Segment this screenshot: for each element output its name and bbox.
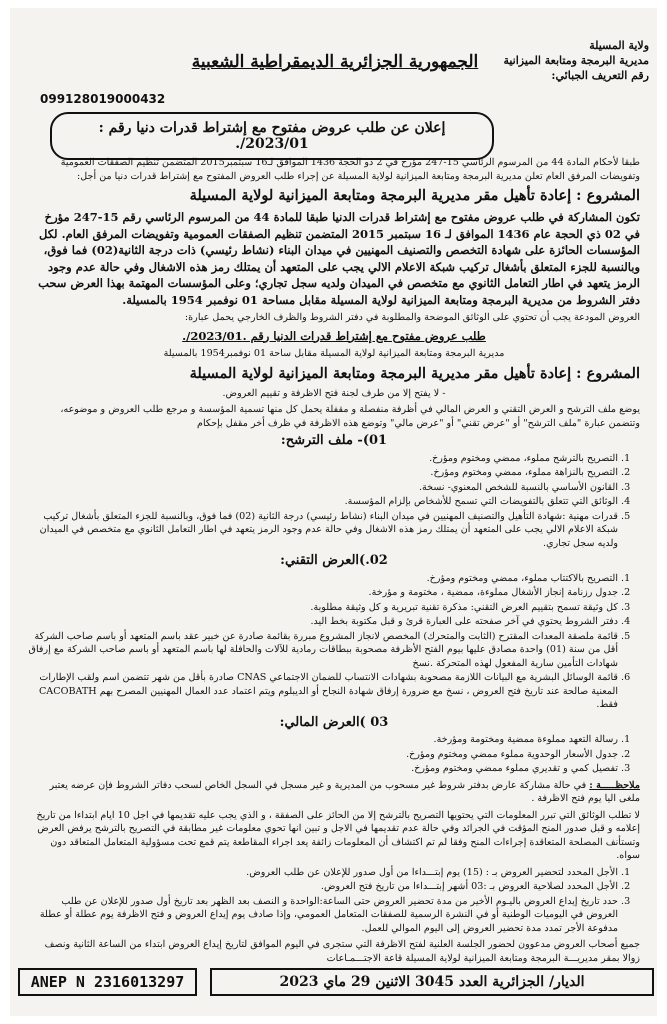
list-item: 1. التصريح بالترشح مملوء، ممضي ومختوم ومؤرخ. (28, 452, 618, 466)
envelope-note-1: - لا يفتح إلا من طرف لجنة فتح الاظرفة و تقييم العروض. (222, 387, 446, 399)
newspaper-clipping (10, 8, 657, 1016)
directorate-label: مديرية البرمجة ومتابعة الميزانية (503, 54, 649, 67)
conditions-intro: لا تطلب الوثائق التي تبرر المعلومات التي يحتويها التصريح بالترشح إلا من الحائز على الصفقة ، و الذي يجب عليه تقديمها في اجل 10 ايام ابتداءا من تاريخ إعلامه و قبل صدور المنح المؤقت في الجرائد وفي حالة عدم تقديمها في الاجل و تبين انها تحوي معلومات غير مطابقة في التصريح بالترشح يرفض العرض وتستأنف المصلحة المتعاقدة إجراءات المنح وفقا لم تم اكتشاف أن المعلومات زائفة يعد اجراء المقاطعة يتم قمع تحت مسؤولية المتعامل المتعاقد دون سواه. (36, 809, 640, 861)
legal-note: طبقا لأحكام المادة 44 من المرسوم الرئاسي 15-247 مؤرخ في 2 ذو الحجة 1436 الموافق لـ16 سبتمبر2015 المتضمن تنظيم الصفقات العمومية وتفويضات المرفق العام تعلن مديرية البرمجة ومتابعة الميزانية لولاية المسيلة عن إجراء طلب العروض المفتوح مع إشتراط قدرات دنيا من أجل: (60, 157, 640, 182)
list-item: 2. جدول الأسعار الوحدوية مملوء ممضي ومختوم ومؤرخ. (28, 748, 618, 762)
final-text: جميع أصحاب العروض مدعوون لحضور الجلسة العلنية لفتح الاظرفة التي ستجرى في اليوم الموافق لتاريخ إيداع العروض ابتداء من الساعة الثانية ونصف زوالا بمقر مديريـــة البرمجة ومتابعة الميزانية لولاية المسيلة قاعة الاجتـــمـاعات (44, 939, 640, 964)
anep-code: ANEP N 2316013297 (18, 968, 197, 996)
remark (28, 779, 640, 806)
list-item: 2. الأجل المحدد لصلاحية العروض بـ :03 أشهر إبتـــداءا من تاريخ فتح العروض. (28, 880, 618, 894)
envelope-address: مديرية البرمجة ومتابعة الميزانية لولاية المسيلة مقابل ساحة 01 نوفمبر1954 بالمسيلة (163, 348, 505, 359)
tax-id-value: 099128019000432 (40, 92, 166, 106)
republic-title: الجمهورية الجزائرية الديمقراطية الشعبية (191, 52, 479, 72)
technical-list (28, 572, 640, 712)
intro-text: تكون المشاركة في طلب عروض مفتوح مع إشتراط قدرات الدنيا طبقا للمادة 44 من المرسوم الرئاسي رقم 15-247 مؤرخ في 02 ذي الحجة عام 1436 الموافق لـ 16 سبتمبر 2015 المتضمن تنظيم الصفقات العمومية وتفويضات المرفق العام. لكل المؤسسات الحائزة على شهادة التخصص والتصنيف المهنيين في ميدان البناء (نشاط رئيسي) ذات درجة الثانية(02) فما فوق، وبالنسبة للجزء المتعلق بأشغال تركيب شبكة الاعلام الالي يجب على المتعهد أن يمتلك رمز هذه الاشغال وفي حالة عدم وجود الرمز يتعهد في اطار التعامل الثانوي مع متخصص في الميدان ولديه سجل تجاري؛ وعلى المؤسسات المهتمة بهذا العرض سحب دفتر الشروط من مديرية البرمجة ومتابعة الميزانية لولاية المسيلة مقابل مساحة 01 نوفمبر 1954 بالمسيلة. (38, 210, 640, 307)
deadlines-list (28, 866, 640, 936)
list-item: 4. دفتر الشروط يحتوي في آخر صفحته على العبارة قرئ و قبل مكتوبة بخط اليد. (28, 615, 618, 629)
technical-title: 02.)العرض التقني: (280, 553, 388, 568)
project-heading-1: المشروع : إعادة تأهيل مقر مديرية البرمجة ومتابعة الميزانية لولاية المسيلة (189, 187, 640, 204)
remark-label: ملاحظـــــة : (589, 779, 640, 791)
list-item: 3. تفصيل كمي و تقديري مملوء ممضي ومختوم ومؤرخ. (28, 762, 618, 776)
list-item: 3. القانون الأساسي بالنسبة للشخص المعنوي- نسخة. (28, 481, 618, 495)
financial-list (28, 733, 640, 776)
list-item: 2. جدول رزنامة إنجاز الأشغال مملوءة، ممضية ، مختومة و مؤرخة. (28, 586, 618, 600)
candidacy-title: 01)- ملف الترشح: (280, 433, 388, 448)
envelope-title: طلب عروض مفتوح مع إشتراط قدرات الدنيا رقم .2023/01/. (182, 328, 486, 343)
tax-id-label: رقم التعريف الجبائي: (551, 69, 649, 82)
project-heading-2: المشروع : إعادة تأهيل مقر مديرية البرمجة ومتابعة الميزانية لولاية المسيلة (189, 364, 640, 382)
newspaper-info: الديار/ الجزائرية العدد 3045 الاثنين 29 ماي 2023 (210, 968, 654, 996)
financial-title: 03 )العرض المالي: (279, 714, 389, 730)
list-item: 1. الأجل المحدد لتحضير العروض بـ : (15) يوم إبتـــداءا من أول صدور للإعلان عن طلب العروض. (28, 866, 618, 880)
wilaya-label: ولاية المسيلة (589, 39, 649, 52)
list-item: 4. الوثائق التي تتعلق بالتفويضات التي تسمح للأشخاص بإلزام المؤسسة. (28, 495, 618, 509)
notice-body (28, 156, 640, 968)
envelope-intro: العروض المودعة يجب أن تحتوي على الوثائق الموضحة والمطلوبة في دفتر الشروط والظرف الخارجي يحمل عبارة: (184, 312, 640, 323)
remark-text: في حالة مشاركة عارض بدفتر شروط غير مسحوب من المديرية و غير مسجل في السجل الخاص لسحب دفاتر الشروط فإن عرضه يعتبر ملغى اليا يوم فتح الاظرفة . (49, 779, 640, 804)
footer (10, 966, 657, 1016)
list-item: 3. حدد تاريخ إيداع العروض باليـوم الأخير من مدة تحضير العروض حتى الساعة:الواحدة و النصف بعد الظهر بعد تاريخ أول صدور للإعلان عن طلب العروض في اليوميات الوطنية أو في النشرة الرسمية للصفقات المتعامل العمومي، وإذا صادف يوم إيداع العروض و فتح الاظرفة يوم عطلة أو عطلة مدفوعة الأجر تمدد مدة تحضير العروض إلى اليوم الموالي للعمل. (28, 895, 618, 936)
list-item: 1. رسالة التعهد مملوءة ممضية ومختومة ومؤرخة. (28, 733, 618, 747)
candidacy-list (28, 452, 640, 551)
list-item: 2. التصريح بالنزاهة مملوء، ممضي ومختوم ومؤرخ. (28, 466, 618, 480)
notice-title: إعلان عن طلب عروض مفتوح مع إشتراط قدرات دنيا رقم : 2023/01/. (50, 112, 494, 160)
list-item: 3. كل وثيقة تسمح بتقييم العرض التقني: مذكرة تقنية تبريرية و كل وثيقة مطلوبة. (28, 601, 618, 615)
list-item: 5. قائمة ملصقة المعدات المقترح (الثابت والمتحرك) المخصص لانجاز المشروع مبررة بقائمة صادرة عن خبير عقد باسم المتعهد أو باسم صاحب الشركة أقل من سنة (01) واحدة مصادق عليها بيوم الفتح الأظرفة مصحوبة ببطاقات رمادية للآلات والحافلة لها باسم المتعهد أو باسم صاحب الشركة مع إرفاق شهادات التأمين سارية المفعول لهذه المتحركة .نسخ (28, 630, 618, 671)
list-item: 6. قائمة الوسائل البشرية مع البيانات اللازمة مصحوبة بشهادات الانتساب للضمان الاجتماعي CNAS صادرة بأقل من شهر تتضمن اسم ولقب الإطارات المعنية صالحة عند تاريخ فتح العروض ، نسخ مع ضرورة إرفاق شهادة النجاح أو الديبلوم ويتم اعتماد عدد العمال المهنيين المصرح بهم CACOBATH فقط. (28, 671, 618, 712)
list-item: 1. التصريح بالاكتتاب مملوء، ممضي ومختوم ومؤرخ. (28, 572, 618, 586)
envelope-note-2: يوضع ملف الترشح و العرض التقني و العرض المالي في أظرفة منفصلة و مقفلة يحمل كل منها تسمية المؤسسة و مرجع طلب العروض و موضوعه، وتتضمن عبارة "ملف الترشح" أو "عرض تقني" أو "عرض مالي" وتوضع هذه الاظرفة في ظرف أخر مقفل بإحكام (60, 404, 640, 429)
list-item: 5. قدرات مهنية :شهادة التأهيل والتصنيف المهنيين في ميدان البناء (نشاط رئيسي) درجة الثانية (02) فما فوق، وبالنسبة للجزء المتعلق بأشغال تركيب شبكة الاعلام الالي يجب على المتعهد أن يمتلك رمز هذه الاشغال وفي حالة عدم وجود الرمز يتعهد في اطار التعامل الثانوي مع متخصص في الميدان ولديه سجل تجاري. (28, 510, 618, 551)
